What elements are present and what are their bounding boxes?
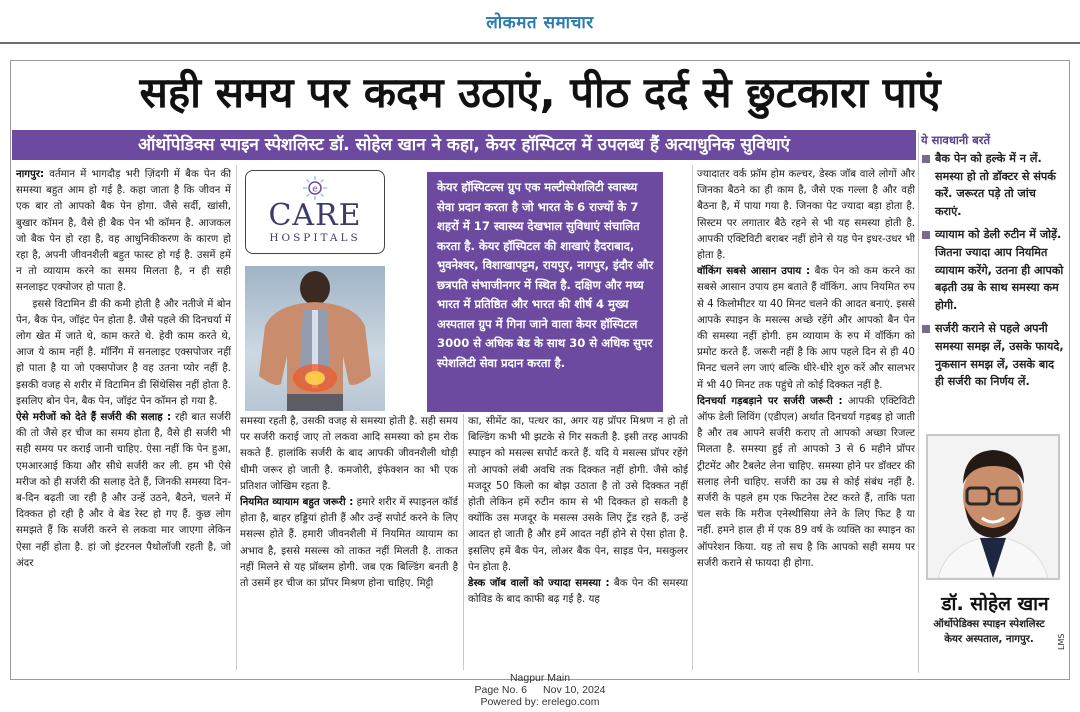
sidebar-title: ये सावधानी बरतें (921, 133, 991, 147)
doctor-portrait (928, 436, 1058, 578)
paragraph: इससे विटामिन डी की कमी होती है और नतीजे में बोन पेन, बैक पेन, जॉइंट पेन होता है. जैसे पहले की दिनचर्या में लोग खेत में जाते थे, काम करते थे. हेवी काम करते थे, आज ये काम नहीं है. मॉर्निंग में सनलाइट एक्सपोजर नहीं हो पाता है या जो एक्सपोजर है वह उतना प्योर नहीं है. इसकी वजह से शरीर में विटामिन डी सिंथेसिस नहीं होता है. इसलिए बोन पेन, बैक पेन, जॉइंट पेन कॉमन हो गया है. (16, 298, 231, 407)
article-column-1 (16, 167, 231, 667)
edition-label: Nagpur Main (509, 672, 571, 684)
column-divider (463, 414, 464, 670)
page-footer (440, 672, 640, 708)
care-hospitals-info-box: केयर हॉस्पिटल्स ग्रुप एक मल्टीस्पेशलिटी स्वास्थ्य सेवा प्रदान करता है जो भारत के 6 राज्यों के 7 शहरों में 17 स्वास्थ्य देखभाल सुविधाएं संचालित करता है. केयर हॉस्पिटल की शाखाएं हैदराबाद, भुवनेश्वर, विशाखापट्टम, रायपुर, नागपुर, इंदौर और छत्रपति संभाजीनगर में स्थित है. दक्षिण और मध्य भारत में प्रतिष्ठित और भारत की शीर्ष 4 मुख्य अस्पताल ग्रुप में गिना जाने वाला केयर हॉस्पिटल 3000 से अधिक बेड के साथ 30 से अधिक सुपर स्पेशलिटी सेवा प्रदान करता है. (427, 172, 663, 412)
page-number: Page No. 6 (474, 684, 528, 696)
back-pain-illustration (245, 266, 385, 411)
masthead (0, 0, 1080, 44)
article-subheadline: ऑर्थोपेडिक्स स्पाइन स्पेशलिस्ट डॉ. सोहेल खान ने कहा, केयर हॉस्पिटल में उपलब्ध हैं अत्याधुनिक सुविधाएं (12, 130, 916, 160)
svg-text:e: e (312, 184, 318, 195)
precautions-list (921, 150, 1066, 391)
article-headline: सही समय पर कदम उठाएं, पीठ दर्द से छुटकारा पाएं (139, 68, 941, 117)
subhead: नियमित व्यायाम बहुत जरूरी : (240, 497, 354, 509)
newspaper-brand: लोकमत समाचार (486, 13, 594, 33)
list-item: सर्जरी कराने से पहले अपनी समस्या समझ लें, उसके फायदे, नुकसान समझ लें, उसके बाद ही सर्जरी का निर्णय लें. (921, 320, 1066, 390)
reporter-credit: LMS (1057, 633, 1066, 650)
paragraph: नागपुर: वर्तमान में भागदौड़ भरी ज़िंदगी में बैक पेन की समस्या बहुत आम हो गई है. कहा जाता है कि जीवन में एक बार तो आपको बैक पेन होगा. जैसे सर्दी, खांसी, बुखार कॉमन है, वैसे ही बैक पेन भी कॉमन है. आजकल जो बैक पेन हो रहा है, वह आधुनिकीकरण के कारण हो रहा है, अपनी जीवनशैली बहुत फास्ट हो गई है. उसमें हमें न तो व्यायाम करने का समय मिलता है, न ही सही सनलाइट एक्पोजर हो पाता है. (16, 169, 231, 294)
powered-by: Powered by: erelego.com (480, 696, 600, 708)
subhead: वॉकिंग सबसे आसान उपाय : (697, 266, 811, 278)
article-column-3 (468, 414, 688, 670)
masthead-rule (0, 42, 1080, 44)
list-item: व्यायाम को डेली रुटीन में जोड़ें. जितना ज्यादा आप नियमित व्यायाम करेंगे, उतना ही आपको बढ़ती उम्र के साथ समस्या कम होगी. (921, 226, 1066, 314)
column-divider (692, 165, 693, 670)
column-divider (236, 165, 237, 670)
paragraph: ज्यादातर वर्क फ्रॉम होम कल्चर, डेस्क जॉब वाले लोगों और जिनका बैठने का ही काम है, जैसे एक गल्ला है और वही बैठना है, में पाया गया है. जिनका पेट ज्यादा बड़ा होता है. सिस्टम पर लगातार बैठे रहने से भी यह समस्या होती है. आपकी एक्टिविटी बराबर नहीं होने से यह पेन इधर-उधर भी होता है. (697, 169, 915, 262)
paragraph: का, सीमेंट का, पत्थर का, अगर यह प्रॉपर मिश्रण न हो तो बिल्डिंग कभी भी झटके से गिर सकती है. इसी तरह आपकी स्पाइन को मसल्स सपोर्ट करते हैं. यदि ये मसल्स प्रॉपर रहेंगे तो आपको लंबी अवधि तक दिक्कत नहीं होगी. जैसे कोई मजदूर 50 किलो का बोझ उठाता है तो उसे दिक्कत नहीं होती लेकिन हमें रुटीन काम से भी दिक्कत हो सकती है क्योंकि उस मजदूर के मसल्स उसके लिए ट्रेंड रहते हैं, उन्हें आदत हो जाती है और हमें आदत नहीं होने से ऐसा होता है. इसलिए हमें बैक पेन, लोअर बैक पेन, साइड पेन, मसकुलर पेन होता है. (468, 416, 688, 573)
subhead: डेस्क जॉब वालों को ज्यादा समस्या : (468, 578, 610, 590)
subhead: दिनचर्या गड़बड़ाने पर सर्जरी जरूरी : (697, 395, 843, 407)
paragraph: नियमित व्यायाम बहुत जरूरी : हमारे शरीर में स्पाइनल कॉर्ड होता है, बाहर हड्डियां होती हैं और उन्हें सपोर्ट करने के लिए मसल्स होते हैं. हमारी जीवनशैली में नियमित व्यायाम का अभाव है, इससे मसल्स को ताकत नहीं मिलती है. ताकत नहीं मिलने से यह प्रॉब्लम होगी. जब एक बिल्डिंग बनती है तो उसमें हर चीज का प्रॉपर मिश्रण होना चाहिए. मिट्टी (240, 497, 458, 590)
precautions-sidebar (921, 133, 1066, 397)
doctor-designation: ऑर्थोपेडिक्स स्पाइन स्पेशलिस्ट केयर अस्पताल, नागपुर. (933, 619, 1045, 645)
column-divider (918, 133, 919, 673)
paragraph: ऐसे मरीजों को देते हैं सर्जरी की सलाह : रही बात सर्जरी की तो जैसे हर चीज का समय होता है, वैसे ही सर्जरी भी सही समय पर कराई जानी चाहिए. ऐसा नहीं कि पेन हुआ, एमआरआई किया और सीधे सर्जरी कर ली. हम भी ऐसे मरीज को ही सर्जरी की सलाह देते हैं, जिनकी समस्या दिन-ब-दिन बढ़ती जा रही है और उन्हें उठने, बैठने, चलने में दिक्कत हो रही है और वे बेड रेस्ट हो गए हैं. कुछ लोग समझते हैं कि सर्जरी करने से लकवा मार जाएगा लेकिन ऐसा नहीं होता है. हां जो इंटरनल पैथोलॉजी रहती है, जो अंदर (16, 412, 231, 569)
paragraph: दिनचर्या गड़बड़ाने पर सर्जरी जरूरी : आपकी एक्टिविटी ऑफ डेली लिविंग (एडीएल) अर्थात दिनचर्या गड़बड़ हो जाती है और तब आपने सर्जरी कराए तो आपको अच्छा रिजल्ट मिलता है. समस्या हुई तो आपको 3 से 6 महीने प्रॉपर ट्रीटमेंट और टैबलेट लेना चाहिए. समस्या होने पर डॉक्टर की सलाह लेनी चाहिए. सर्जरी का उम्र से कोई संबंध नहीं है. सर्जरी के पहले हम एक फिटनेस टेस्ट करते हैं, ताकि पता चल सके कि मरीज एनेस्थीसिया लेने के लिए फिट है या नहीं. हमने हाल ही में एक 89 वर्ष के व्यक्ति का स्पाइन का ऑपरेशन किया. यह तो सच है कि आपको सही समय पर सर्जरी कराने से फायदा ही होगा. (697, 395, 915, 569)
square-bullet-icon (922, 231, 930, 239)
paragraph: वॉकिंग सबसे आसान उपाय : बैक पेन को कम करने का सबसे आसान उपाय हम बताते हैं वॉकिंग. आप नियमित रुप से 4 किलोमीटर या 40 मिनट चलने की आदत बनाएं. इससे आपके स्पाइन के मसल्स अच्छे रहेंगे और आपको बैन पेन की समस्या नहीं होगी. हम व्यायाम के रुप में वॉकिंग को प्रमोट करते हैं. जरूरी नहीं है कि आप पहले दिन से ही 40 मिनट चलने लग जाएं बल्कि धीरे-धीरे शुरु करें और सालभर में भी 40 मिनट तक पहुंचे तो कोई दिक्कत नहीं है. (697, 266, 915, 391)
square-bullet-icon (922, 325, 930, 333)
subhead: ऐसे मरीजों को देते हैं सर्जरी की सलाह : (16, 412, 172, 424)
square-bullet-icon (922, 155, 930, 163)
paragraph: डेस्क जॉब वालों को ज्यादा समस्या : बैक पेन की समस्या कोविड के बाद काफी बढ़ गई है. यह (468, 578, 688, 606)
publish-date: Nov 10, 2024 (543, 684, 606, 696)
care-hospitals-logo: e CARE HOSPITALS (245, 170, 385, 254)
article-column-4 (697, 167, 915, 672)
doctor-photo (926, 434, 1060, 580)
paragraph: समस्या रहती है, उसकी वजह से समस्या होती है. सही समय पर सर्जरी कराई जाए तो लकवा आदि समस्या को हम रोक सकते हैं. हालांकि सर्जरी के बाद आपकी जीवनशैली थोड़ी धीमी जरूर हो जाती है. कमजोरी, इंफेक्शन का भी एक प्रतिशत जोखिम रहता है. (240, 416, 458, 492)
dateline: नागपुर: (16, 169, 45, 180)
article-column-2 (240, 414, 458, 670)
back-pain-photo (245, 266, 385, 411)
list-item: बैक पेन को हल्के में न लें. समस्या हो तो डॉक्टर से संपर्क करें. जरूरत पड़े तो जांच कराएं. (921, 150, 1066, 220)
doctor-name: डॉ. सोहेल खान (941, 593, 1049, 615)
